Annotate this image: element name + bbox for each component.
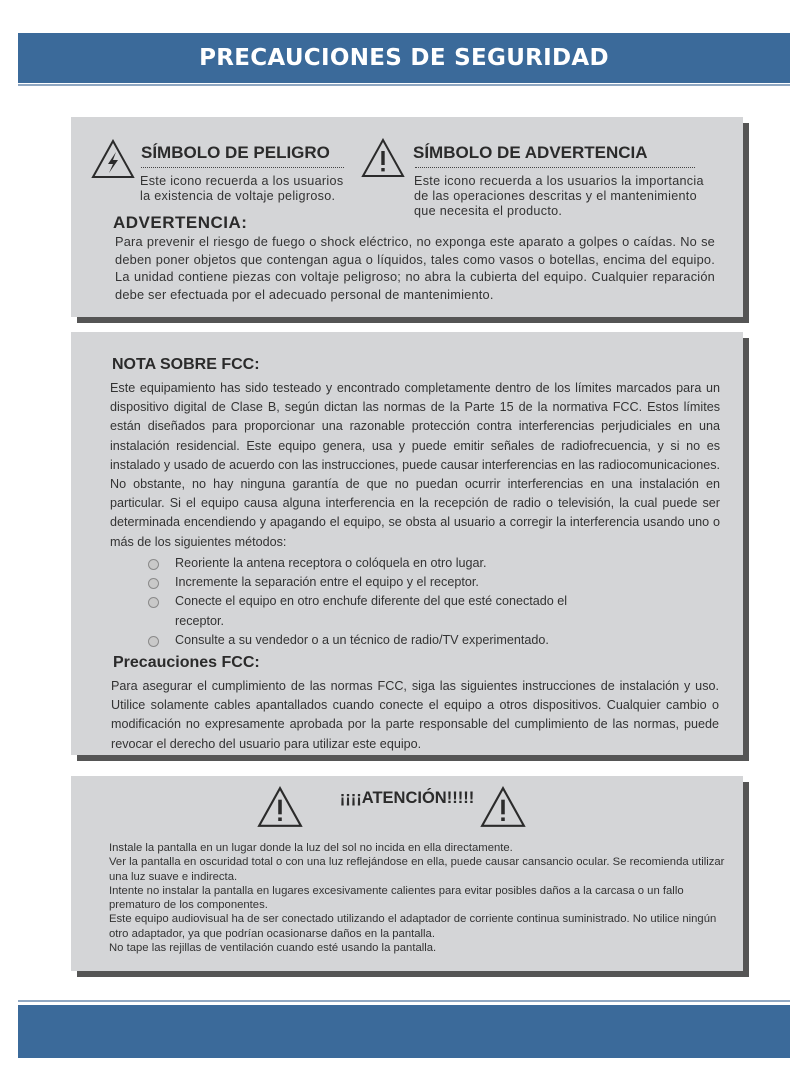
fcc-precautions-title: Precauciones FCC: <box>113 654 260 671</box>
fcc-methods-list <box>148 554 628 650</box>
fcc-panel <box>71 332 743 755</box>
symbols-panel <box>71 117 743 317</box>
list-item: Este equipo audiovisual ha de ser conectado utilizando el adaptador de corriente continua suministrado. No utilice ningún otro adaptador, ya que podrían ocasionarse daños en la pantalla. <box>109 913 717 940</box>
danger-symbol-title: SÍMBOLO DE PELIGRO <box>141 143 330 162</box>
page-header <box>18 33 790 83</box>
bullet-icon <box>148 578 159 589</box>
header-divider <box>18 84 790 86</box>
page-footer <box>18 1005 790 1058</box>
attention-title: ¡¡¡¡ATENCIÓN!!!!! <box>339 789 475 807</box>
bullet-icon <box>148 559 159 570</box>
footer-divider <box>18 1000 790 1002</box>
list-item: Intente no instalar la pantalla en lugares excesivamente calientes para evitar posibles daños a la carcasa o un fallo prematuro de los componentes. <box>109 884 684 912</box>
list-item: Reoriente la antena receptora o colóquela en otro lugar. <box>148 554 628 573</box>
danger-divider <box>141 167 344 168</box>
warning-symbol-description: Este icono recuerda a los usuarios la importancia de las operaciones descritas y el mantenimiento que necesita el producto. <box>414 174 704 218</box>
bullet-icon <box>148 636 159 647</box>
fcc-note-paragraph: Este equipamiento has sido testeado y encontrado completamente dentro de los límites marcados para un dispositivo digital de Clase B, según dictan las normas de la Parte 15 de la normativa FCC. Estos límites están diseñados para proporcionar una razonable protección contra interferencias perjudiciales en una instalación residencial. Este equipo genera, usa y puede emitir señales de radiofrecuencia, y si no es instalado y usado de acuerdo con las instrucciones, puede causar interferencias en las radiocomunicaciones. No obstante, no hay ninguna garantía de que no puedan ocurrir interferencias en una instalación en particular. Si el equipo causa alguna interferencia en la recepción de radio o televisión, la cual puede ser determinada encendiendo y apagando el equipo, se obsta al usuario a corregir la interferencia usando uno o más de los siguientes métodos: <box>110 381 720 549</box>
danger-symbol-description: Este icono recuerda a los usuarios la existencia de voltaje peligroso. <box>140 174 344 203</box>
list-item: Conecte el equipo en otro enchufe diferente del que esté conectado el receptor. <box>148 592 575 630</box>
warning-divider <box>415 167 695 168</box>
fcc-note-title: NOTA SOBRE FCC: <box>112 356 260 373</box>
attention-list <box>109 841 733 955</box>
warning-heading: ADVERTENCIA: <box>113 213 248 232</box>
list-item: No tape las rejillas de ventilación cuando esté usando la pantalla. <box>109 942 437 955</box>
warning-symbol-title: SÍMBOLO DE ADVERTENCIA <box>413 143 648 162</box>
bullet-icon <box>148 597 159 608</box>
list-item: Incremente la separación entre el equipo y el receptor. <box>148 573 628 592</box>
warning-icon <box>480 786 526 828</box>
warning-icon <box>361 138 405 178</box>
list-item: Instale la pantalla en un lugar donde la luz del sol no incida en ella directamente. <box>109 842 513 854</box>
electric-hazard-icon <box>91 139 135 179</box>
attention-panel <box>71 776 743 971</box>
warning-paragraph: Para prevenir el riesgo de fuego o shock eléctrico, no exponga este aparato a golpes o caídas. No se deben poner objetos que contengan agua o líquidos, tales como vasos o botellas, encima del equipo. La unidad contiene piezas con voltaje peligroso; no abra la cubierta del equipo. Cualquier reparación debe ser efectuada por el adecuado personal de mantenimiento. <box>115 234 715 302</box>
list-item: Ver la pantalla en oscuridad total o con una luz reflejándose en ella, puede causar cansancio ocular. Se recomienda utilizar una luz suave e indirecta. <box>109 856 725 883</box>
page-title: PRECAUCIONES DE SEGURIDAD <box>199 45 609 71</box>
fcc-precautions-paragraph: Para asegurar el cumplimiento de las normas FCC, siga las siguientes instrucciones de instalación y uso. Utilice solamente cables apantallados cuando conecte el equipo a otros dispositivos. Cualquier cambio o modificación no expresamente aprobada por la parte responsable del cumplimiento de las normas, puede revocar el derecho del usuario para utilizar este equipo. <box>111 679 719 751</box>
list-item: Consulte a su vendedor o a un técnico de radio/TV experimentado. <box>148 631 628 650</box>
